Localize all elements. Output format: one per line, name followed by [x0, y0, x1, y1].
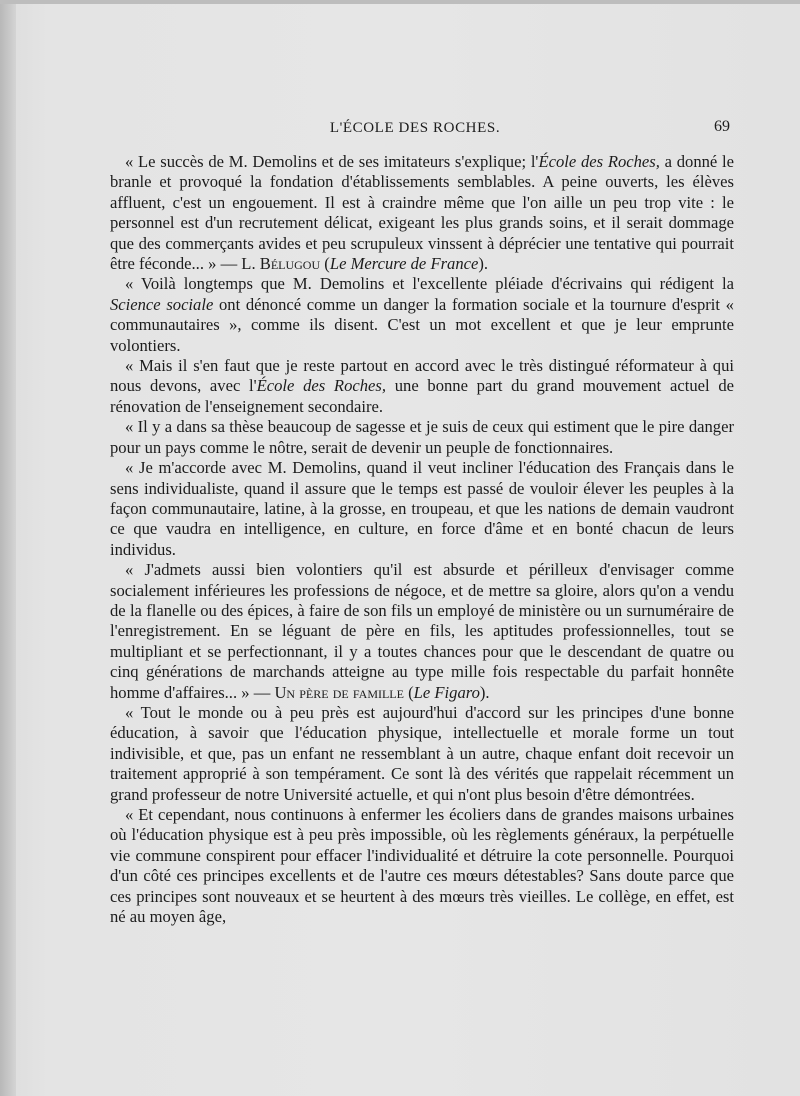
- text-run: « Il y a dans sa thèse beaucoup de sagesse et je suis de ceux qui estiment que le pire danger pour un pays comme le nôtre, serait de devenir un peuple de fonctionnaires.: [110, 417, 734, 457]
- paragraph: [110, 274, 734, 356]
- page-header: [110, 118, 730, 138]
- page-top-edge: [0, 0, 800, 4]
- italic-text: École des Roches,: [256, 376, 387, 396]
- paragraph: [110, 703, 734, 805]
- small-caps-text: Un père de famille: [274, 682, 404, 702]
- text-run: ont dénoncé comme un danger la formation sociale et la tournure d'esprit « communautaires », comme ils disent. C'est un mot excellent et que je leur emprunte volontiers.: [110, 294, 734, 355]
- paragraph: [110, 560, 734, 703]
- paragraph: [110, 152, 734, 274]
- body-text: [110, 152, 734, 927]
- page-gutter: [0, 0, 16, 1096]
- italic-text: Science sociale: [110, 294, 214, 314]
- running-title: L'ÉCOLE DES ROCHES.: [329, 120, 501, 136]
- text-run: « Je m'accorde avec M. Demolins, quand il veut incliner l'éducation des Français dans le sens individualiste, quand il assure que le temps est passé de vouloir élever les peuples à la façon communautaire, latine, à la grosse, en troupeau, et que les nations de demain vaudront ce que vaudra en intelligence, en culture, en force d'âme et en bonté chacun de leurs individus.: [110, 458, 734, 559]
- small-caps-text: Bélugou: [259, 254, 321, 274]
- italic-text: Le Figaro: [413, 682, 480, 702]
- text-run: une bonne part du grand mouvement actuel de rénovation de l'enseignement secondaire.: [110, 376, 734, 416]
- text-run: « Mais il s'en faut que je reste partout en accord avec le très distingué réformateur à qui nous devons, avec l': [110, 356, 734, 396]
- text-run: « Voilà longtemps que M. Demolins et l'excellente pléiade d'écrivains qui rédigent la: [125, 274, 734, 294]
- paragraph: [110, 805, 734, 927]
- paragraph: [110, 458, 734, 560]
- text-run: (: [320, 254, 330, 274]
- text-run: « Tout le monde ou à peu près est aujourd'hui d'accord sur les principes d'une bonne éducation, à savoir que l'éducation physique, intellectuelle et morale forme un tout indivisible, et que, pas un enfant ne ressemblant à un autre, chaque enfant doit recevoir un traitement approprié à son tempérament. Ce sont là des vérités que rappelait récemment un grand professeur de notre Université actuelle, et qui n'ont plus besoin d'être démontrées.: [110, 702, 734, 804]
- text-run: « Et cependant, nous continuons à enfermer les écoliers dans de grandes maisons urbaines où l'éducation physique est à peu près impossible, où les règlements généraux, la perpétuelle vie commune conspirent pour effacer l'individualité et détruire la cote personnelle. Pourquoi d'un côté ces principes excellents et de l'autre ces mœurs détestables? Sans doute parce que ces principes sont nouveaux et se heurtent à des mœurs très vieilles. Le collège, en effet, est né au moyen âge,: [110, 805, 734, 927]
- text-run: ).: [479, 682, 490, 702]
- italic-text: Le Mercure de France: [329, 254, 479, 274]
- page-number: 69: [714, 118, 730, 135]
- text-run: (: [403, 682, 414, 702]
- text-run: ).: [478, 254, 489, 274]
- italic-text: École des Roches,: [538, 152, 660, 171]
- text-run: a donné le branle et provoqué la fondation d'établissements semblables. A peine ouverts, les élèves affluent, c'est un engouement. Il est à craindre même que l'on aille un peu trop vite : le personnel est d'un recrutement délicat, exigeant les plus grands soins, et il serait dommage que des commerçants avides et peu scrupuleux vinssent à déprécier une tentative qui pourrait être féconde... » — L.: [110, 152, 735, 274]
- paragraph: [110, 417, 734, 458]
- text-run: « Le succès de M. Demolins et de ses imitateurs s'explique; l': [125, 152, 539, 171]
- paragraph: [110, 356, 734, 417]
- text-run: « J'admets aussi bien volontiers qu'il est absurde et périlleux d'envisager comme socialement inférieures les professions de négoce, et de mettre sa gloire, alors qu'on a vendu de la flanelle ou des épices, à faire de son fils un employé de ministère ou un surnuméraire de l'enregistrement. En se léguant de père en fils, les aptitudes professionnelles, tout se multipliant et se perfectionnant, il y a toutes chances pour que le descendant de quatre ou cinq générations de marchands atteigne au type mille fois respectable du parfait honnête homme d'affaires... » —: [110, 560, 734, 702]
